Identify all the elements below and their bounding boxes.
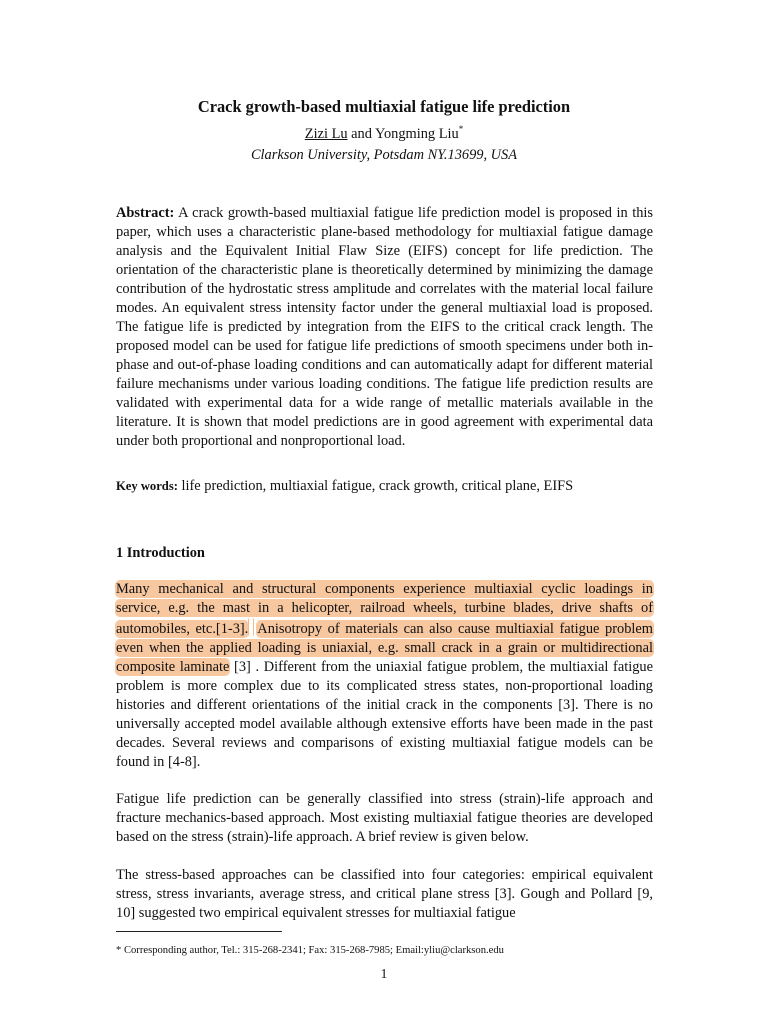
page-number: 1 (380, 966, 388, 981)
affiliation: Clarkson University, Potsdam NY.13699, USA (250, 147, 518, 163)
co-author: and Yongming Liu (347, 126, 459, 142)
abstract (116, 204, 653, 451)
abstract-text: A crack growth-based multiaxial fatigue life prediction model is proposed in this paper, which uses a characteristic plane-based methodology for multiaxial fatigue damage analysis and the Equivalent Initial Flaw Size (EIFS) concept for life prediction. The orientation of the characteristic plane is theoretically determined by minimizing the damage contribution of the hydrostatic stress amplitude and correlates with the material local failure modes. An equivalent stress intensity factor under the general multiaxial load is proposed. The fatigue life is predicted by integration from the EIFS to the critical crack length. The proposed model can be used for fatigue life predictions of smooth specimens under both in-phase and out-of-phase loading conditions and can automatically adapt for different material failure mechanisms under various loading conditions. The fatigue life prediction results are validated with experimental data for a wide range of metallic materials available in the literature. It is shown that model predictions are in good agreement with experimental data under both proportional and nonproportional load. (116, 205, 653, 449)
intro-paragraph-3: The stress-based approaches can be classified into four categories: empirical equivalent stress, stress invariants, average stress, and critical plane stress [3]. Gough and Pollard [9, 10] suggested two empirical equivalent stresses for multiaxial fatigue (116, 867, 653, 921)
text-cursor-icon[interactable] (248, 618, 254, 636)
highlighted-text-2[interactable]: Anisotropy of materials can also cause multiaxial fatigue problem even when the applied loading is uniaxial, e.g. small crack in a grain or multidirectional composite laminate (116, 621, 654, 675)
corresponding-star: * (458, 124, 464, 134)
footnote: * Corresponding author, Tel.: 315-268-2341; Fax: 315-268-7985; Email:yliu@clarkson.edu (116, 945, 504, 956)
author-line (0, 125, 768, 144)
abstract-label: Abstract: (116, 205, 175, 221)
highlighted-text-1[interactable]: Many mechanical and structural components experience multiaxial cyclic loadings in service, e.g. the mast in a helicopter, railroad wheels, turbine blades, drive shafts of automobiles, etc.[1-3]. (116, 581, 653, 637)
intro-paragraph-1 (116, 580, 653, 772)
keywords-text: life prediction, multiaxial fatigue, crack growth, critical plane, EIFS (177, 478, 574, 494)
first-author-link[interactable]: Zizi Lu (304, 126, 348, 142)
paper-title: Crack growth-based multiaxial fatigue life prediction (197, 97, 571, 116)
footnote-divider (116, 931, 282, 932)
section-heading: 1 Introduction (116, 545, 205, 561)
intro-paragraph-2: Fatigue life prediction can be generally classified into stress (strain)-life approach and fracture mechanics-based approach. Most existing multiaxial fatigue theories are developed based on the stress (strain)-life approach. A brief review is given below. (116, 791, 653, 845)
keywords (116, 477, 653, 496)
keywords-label: Key words: (116, 479, 178, 493)
intro-paragraph-1-rest: [3] . Different from the uniaxial fatigue problem, the multiaxial fatigue problem is more complex due to its complicated stress states, non-proportional loading histories and different orientations of the initial crack in the components [3]. There is no universally accepted model available although extensive efforts have been made in the past decades. Several reviews and comparisons of existing multiaxial fatigue models can be found in [4-8]. (116, 659, 653, 770)
